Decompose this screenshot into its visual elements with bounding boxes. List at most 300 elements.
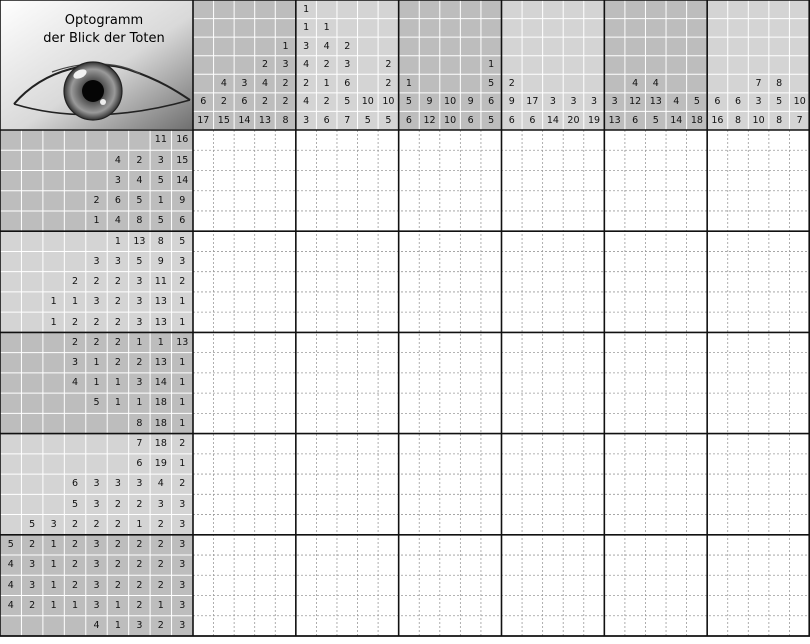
grid-cell[interactable]: [193, 170, 214, 190]
grid-cell[interactable]: [584, 575, 605, 595]
grid-cell[interactable]: [728, 332, 749, 352]
grid-cell[interactable]: [625, 535, 646, 555]
grid-cell[interactable]: [275, 191, 296, 211]
grid-cell[interactable]: [255, 535, 276, 555]
grid-cell[interactable]: [543, 353, 564, 373]
grid-cell[interactable]: [214, 191, 235, 211]
grid-cell[interactable]: [193, 211, 214, 231]
grid-cell[interactable]: [645, 191, 666, 211]
grid-cell[interactable]: [358, 373, 379, 393]
grid-cell[interactable]: [193, 251, 214, 271]
grid-cell[interactable]: [358, 596, 379, 616]
grid-cell[interactable]: [707, 535, 728, 555]
grid-cell[interactable]: [563, 494, 584, 514]
grid-cell[interactable]: [296, 272, 317, 292]
grid-cell[interactable]: [563, 575, 584, 595]
grid-cell[interactable]: [769, 211, 790, 231]
grid-cell[interactable]: [481, 332, 502, 352]
grid-cell[interactable]: [214, 535, 235, 555]
grid-cell[interactable]: [563, 454, 584, 474]
grid-cell[interactable]: [522, 130, 543, 150]
grid-cell[interactable]: [687, 474, 708, 494]
grid-cell[interactable]: [707, 474, 728, 494]
grid-cell[interactable]: [666, 393, 687, 413]
grid-cell[interactable]: [687, 434, 708, 454]
grid-cell[interactable]: [789, 231, 810, 251]
grid-cell[interactable]: [728, 251, 749, 271]
grid-cell[interactable]: [378, 251, 399, 271]
grid-cell[interactable]: [275, 413, 296, 433]
grid-cell[interactable]: [666, 191, 687, 211]
grid-cell[interactable]: [687, 231, 708, 251]
grid-cell[interactable]: [378, 413, 399, 433]
grid-cell[interactable]: [440, 454, 461, 474]
grid-cell[interactable]: [789, 251, 810, 271]
grid-cell[interactable]: [789, 596, 810, 616]
grid-cell[interactable]: [378, 373, 399, 393]
grid-cell[interactable]: [502, 191, 523, 211]
grid-cell[interactable]: [255, 130, 276, 150]
grid-cell[interactable]: [625, 150, 646, 170]
grid-cell[interactable]: [419, 130, 440, 150]
grid-cell[interactable]: [419, 353, 440, 373]
grid-cell[interactable]: [481, 353, 502, 373]
grid-cell[interactable]: [337, 454, 358, 474]
grid-cell[interactable]: [378, 494, 399, 514]
grid-cell[interactable]: [666, 272, 687, 292]
grid-cell[interactable]: [748, 272, 769, 292]
grid-cell[interactable]: [584, 373, 605, 393]
grid-cell[interactable]: [214, 413, 235, 433]
grid-cell[interactable]: [666, 211, 687, 231]
grid-cell[interactable]: [563, 434, 584, 454]
grid-cell[interactable]: [460, 170, 481, 190]
grid-cell[interactable]: [789, 555, 810, 575]
grid-cell[interactable]: [460, 616, 481, 636]
grid-cell[interactable]: [645, 312, 666, 332]
grid-cell[interactable]: [769, 170, 790, 190]
grid-cell[interactable]: [584, 535, 605, 555]
grid-cell[interactable]: [789, 150, 810, 170]
grid-cell[interactable]: [337, 393, 358, 413]
grid-cell[interactable]: [748, 292, 769, 312]
grid-cell[interactable]: [275, 231, 296, 251]
grid-cell[interactable]: [645, 474, 666, 494]
grid-cell[interactable]: [563, 353, 584, 373]
grid-cell[interactable]: [234, 332, 255, 352]
grid-cell[interactable]: [193, 231, 214, 251]
grid-cell[interactable]: [255, 272, 276, 292]
grid-cell[interactable]: [481, 312, 502, 332]
grid-cell[interactable]: [543, 231, 564, 251]
grid-cell[interactable]: [707, 413, 728, 433]
grid-cell[interactable]: [543, 596, 564, 616]
grid-cell[interactable]: [728, 150, 749, 170]
grid-cell[interactable]: [728, 575, 749, 595]
grid-cell[interactable]: [789, 434, 810, 454]
grid-cell[interactable]: [666, 494, 687, 514]
grid-cell[interactable]: [687, 616, 708, 636]
grid-cell[interactable]: [481, 474, 502, 494]
grid-cell[interactable]: [296, 515, 317, 535]
grid-cell[interactable]: [748, 251, 769, 271]
grid-cell[interactable]: [584, 393, 605, 413]
grid-cell[interactable]: [789, 413, 810, 433]
grid-cell[interactable]: [275, 535, 296, 555]
grid-cell[interactable]: [399, 515, 420, 535]
grid-cell[interactable]: [748, 515, 769, 535]
grid-cell[interactable]: [419, 211, 440, 231]
grid-cell[interactable]: [378, 150, 399, 170]
grid-cell[interactable]: [481, 494, 502, 514]
grid-cell[interactable]: [214, 292, 235, 312]
grid-cell[interactable]: [769, 454, 790, 474]
grid-cell[interactable]: [522, 353, 543, 373]
grid-cell[interactable]: [460, 373, 481, 393]
grid-cell[interactable]: [543, 413, 564, 433]
grid-cell[interactable]: [316, 434, 337, 454]
grid-cell[interactable]: [748, 596, 769, 616]
grid-cell[interactable]: [275, 251, 296, 271]
grid-cell[interactable]: [193, 150, 214, 170]
grid-cell[interactable]: [399, 332, 420, 352]
grid-cell[interactable]: [666, 332, 687, 352]
grid-cell[interactable]: [707, 454, 728, 474]
grid-cell[interactable]: [316, 616, 337, 636]
grid-cell[interactable]: [316, 130, 337, 150]
grid-cell[interactable]: [769, 353, 790, 373]
grid-cell[interactable]: [769, 251, 790, 271]
grid-cell[interactable]: [707, 251, 728, 271]
grid-cell[interactable]: [440, 150, 461, 170]
grid-cell[interactable]: [687, 292, 708, 312]
grid-cell[interactable]: [378, 292, 399, 312]
grid-cell[interactable]: [666, 555, 687, 575]
grid-cell[interactable]: [625, 292, 646, 312]
grid-cell[interactable]: [255, 454, 276, 474]
grid-cell[interactable]: [502, 312, 523, 332]
grid-cell[interactable]: [296, 231, 317, 251]
grid-cell[interactable]: [214, 170, 235, 190]
grid-cell[interactable]: [728, 535, 749, 555]
grid-cell[interactable]: [687, 393, 708, 413]
grid-cell[interactable]: [337, 170, 358, 190]
grid-cell[interactable]: [234, 575, 255, 595]
grid-cell[interactable]: [522, 596, 543, 616]
grid-cell[interactable]: [481, 535, 502, 555]
grid-cell[interactable]: [460, 251, 481, 271]
grid-cell[interactable]: [358, 312, 379, 332]
grid-cell[interactable]: [543, 575, 564, 595]
grid-cell[interactable]: [543, 272, 564, 292]
grid-cell[interactable]: [769, 130, 790, 150]
grid-cell[interactable]: [666, 616, 687, 636]
grid-cell[interactable]: [296, 393, 317, 413]
grid-cell[interactable]: [234, 312, 255, 332]
grid-cell[interactable]: [460, 393, 481, 413]
grid-cell[interactable]: [234, 150, 255, 170]
grid-cell[interactable]: [707, 515, 728, 535]
grid-cell[interactable]: [358, 474, 379, 494]
grid-cell[interactable]: [584, 231, 605, 251]
grid-cell[interactable]: [460, 191, 481, 211]
grid-cell[interactable]: [193, 596, 214, 616]
grid-cell[interactable]: [460, 494, 481, 514]
grid-cell[interactable]: [604, 150, 625, 170]
grid-cell[interactable]: [728, 596, 749, 616]
grid-cell[interactable]: [543, 191, 564, 211]
grid-cell[interactable]: [296, 211, 317, 231]
grid-cell[interactable]: [748, 353, 769, 373]
grid-cell[interactable]: [234, 474, 255, 494]
grid-cell[interactable]: [378, 454, 399, 474]
grid-cell[interactable]: [214, 474, 235, 494]
grid-cell[interactable]: [399, 596, 420, 616]
grid-cell[interactable]: [255, 434, 276, 454]
grid-cell[interactable]: [707, 332, 728, 352]
grid-cell[interactable]: [625, 272, 646, 292]
grid-cell[interactable]: [337, 353, 358, 373]
grid-cell[interactable]: [543, 555, 564, 575]
grid-cell[interactable]: [419, 231, 440, 251]
grid-cell[interactable]: [748, 474, 769, 494]
grid-cell[interactable]: [789, 130, 810, 150]
grid-cell[interactable]: [563, 211, 584, 231]
grid-cell[interactable]: [769, 231, 790, 251]
grid-cell[interactable]: [748, 312, 769, 332]
grid-cell[interactable]: [481, 454, 502, 474]
grid-cell[interactable]: [604, 231, 625, 251]
grid-cell[interactable]: [502, 413, 523, 433]
grid-cell[interactable]: [707, 130, 728, 150]
grid-cell[interactable]: [481, 515, 502, 535]
grid-cell[interactable]: [625, 393, 646, 413]
grid-cell[interactable]: [234, 596, 255, 616]
grid-cell[interactable]: [502, 251, 523, 271]
grid-cell[interactable]: [789, 393, 810, 413]
grid-cell[interactable]: [604, 393, 625, 413]
grid-cell[interactable]: [604, 272, 625, 292]
grid-cell[interactable]: [316, 353, 337, 373]
grid-cell[interactable]: [645, 373, 666, 393]
grid-cell[interactable]: [275, 373, 296, 393]
grid-cell[interactable]: [358, 494, 379, 514]
grid-cell[interactable]: [502, 494, 523, 514]
grid-cell[interactable]: [789, 312, 810, 332]
grid-cell[interactable]: [193, 332, 214, 352]
grid-cell[interactable]: [378, 353, 399, 373]
grid-cell[interactable]: [687, 494, 708, 514]
grid-cell[interactable]: [275, 272, 296, 292]
grid-cell[interactable]: [543, 292, 564, 312]
grid-cell[interactable]: [440, 211, 461, 231]
grid-cell[interactable]: [604, 312, 625, 332]
grid-cell[interactable]: [522, 231, 543, 251]
grid-cell[interactable]: [440, 191, 461, 211]
grid-cell[interactable]: [234, 251, 255, 271]
grid-cell[interactable]: [234, 130, 255, 150]
grid-cell[interactable]: [378, 535, 399, 555]
grid-cell[interactable]: [337, 312, 358, 332]
grid-cell[interactable]: [563, 191, 584, 211]
grid-cell[interactable]: [337, 191, 358, 211]
grid-cell[interactable]: [707, 211, 728, 231]
grid-cell[interactable]: [460, 535, 481, 555]
grid-cell[interactable]: [563, 170, 584, 190]
grid-cell[interactable]: [584, 413, 605, 433]
grid-cell[interactable]: [625, 434, 646, 454]
grid-cell[interactable]: [645, 596, 666, 616]
grid-cell[interactable]: [707, 596, 728, 616]
grid-cell[interactable]: [543, 251, 564, 271]
grid-cell[interactable]: [625, 575, 646, 595]
grid-cell[interactable]: [316, 332, 337, 352]
grid-cell[interactable]: [481, 130, 502, 150]
grid-cell[interactable]: [378, 170, 399, 190]
grid-cell[interactable]: [769, 150, 790, 170]
grid-cell[interactable]: [769, 373, 790, 393]
grid-cell[interactable]: [687, 130, 708, 150]
grid-cell[interactable]: [748, 170, 769, 190]
grid-cell[interactable]: [769, 474, 790, 494]
grid-cell[interactable]: [399, 130, 420, 150]
grid-cell[interactable]: [584, 211, 605, 231]
grid-cell[interactable]: [522, 454, 543, 474]
grid-cell[interactable]: [625, 231, 646, 251]
grid-cell[interactable]: [399, 454, 420, 474]
grid-cell[interactable]: [440, 515, 461, 535]
grid-cell[interactable]: [728, 616, 749, 636]
grid-cell[interactable]: [502, 515, 523, 535]
grid-cell[interactable]: [193, 413, 214, 433]
grid-cell[interactable]: [193, 434, 214, 454]
grid-cell[interactable]: [419, 555, 440, 575]
grid-cell[interactable]: [193, 373, 214, 393]
grid-cell[interactable]: [296, 150, 317, 170]
grid-cell[interactable]: [645, 555, 666, 575]
grid-cell[interactable]: [337, 434, 358, 454]
grid-cell[interactable]: [543, 616, 564, 636]
grid-cell[interactable]: [275, 515, 296, 535]
grid-cell[interactable]: [296, 373, 317, 393]
grid-cell[interactable]: [645, 251, 666, 271]
grid-cell[interactable]: [460, 272, 481, 292]
grid-cell[interactable]: [769, 596, 790, 616]
grid-cell[interactable]: [316, 312, 337, 332]
grid-cell[interactable]: [645, 332, 666, 352]
grid-cell[interactable]: [666, 413, 687, 433]
grid-cell[interactable]: [419, 535, 440, 555]
grid-cell[interactable]: [460, 515, 481, 535]
grid-cell[interactable]: [316, 515, 337, 535]
grid-cell[interactable]: [666, 170, 687, 190]
grid-cell[interactable]: [419, 413, 440, 433]
grid-cell[interactable]: [316, 211, 337, 231]
grid-cell[interactable]: [481, 616, 502, 636]
grid-cell[interactable]: [522, 373, 543, 393]
grid-cell[interactable]: [645, 575, 666, 595]
grid-cell[interactable]: [563, 413, 584, 433]
grid-cell[interactable]: [399, 413, 420, 433]
grid-cell[interactable]: [399, 555, 420, 575]
grid-cell[interactable]: [769, 292, 790, 312]
grid-cell[interactable]: [687, 454, 708, 474]
grid-cell[interactable]: [728, 292, 749, 312]
grid-cell[interactable]: [522, 191, 543, 211]
grid-cell[interactable]: [604, 474, 625, 494]
grid-cell[interactable]: [399, 474, 420, 494]
grid-cell[interactable]: [728, 130, 749, 150]
grid-cell[interactable]: [604, 130, 625, 150]
grid-cell[interactable]: [604, 515, 625, 535]
grid-cell[interactable]: [502, 474, 523, 494]
grid-cell[interactable]: [502, 130, 523, 150]
grid-cell[interactable]: [563, 251, 584, 271]
grid-cell[interactable]: [255, 616, 276, 636]
grid-cell[interactable]: [419, 251, 440, 271]
grid-cell[interactable]: [748, 413, 769, 433]
grid-cell[interactable]: [214, 555, 235, 575]
grid-cell[interactable]: [337, 292, 358, 312]
grid-cell[interactable]: [358, 231, 379, 251]
grid-cell[interactable]: [337, 272, 358, 292]
grid-cell[interactable]: [728, 434, 749, 454]
grid-cell[interactable]: [358, 353, 379, 373]
grid-cell[interactable]: [748, 535, 769, 555]
grid-cell[interactable]: [563, 150, 584, 170]
grid-cell[interactable]: [502, 292, 523, 312]
grid-cell[interactable]: [789, 616, 810, 636]
grid-cell[interactable]: [522, 393, 543, 413]
grid-cell[interactable]: [378, 130, 399, 150]
grid-cell[interactable]: [502, 616, 523, 636]
grid-cell[interactable]: [214, 393, 235, 413]
grid-cell[interactable]: [419, 332, 440, 352]
grid-cell[interactable]: [358, 211, 379, 231]
grid-cell[interactable]: [604, 616, 625, 636]
grid-cell[interactable]: [707, 353, 728, 373]
grid-cell[interactable]: [440, 332, 461, 352]
grid-cell[interactable]: [543, 454, 564, 474]
grid-cell[interactable]: [728, 494, 749, 514]
grid-cell[interactable]: [378, 393, 399, 413]
grid-cell[interactable]: [687, 211, 708, 231]
grid-cell[interactable]: [584, 170, 605, 190]
grid-cell[interactable]: [399, 434, 420, 454]
grid-cell[interactable]: [358, 575, 379, 595]
grid-cell[interactable]: [316, 596, 337, 616]
grid-cell[interactable]: [748, 494, 769, 514]
grid-cell[interactable]: [707, 434, 728, 454]
grid-cell[interactable]: [460, 292, 481, 312]
grid-cell[interactable]: [193, 555, 214, 575]
grid-cell[interactable]: [399, 312, 420, 332]
grid-cell[interactable]: [707, 393, 728, 413]
grid-cell[interactable]: [584, 272, 605, 292]
grid-cell[interactable]: [419, 292, 440, 312]
grid-cell[interactable]: [728, 413, 749, 433]
grid-cell[interactable]: [707, 150, 728, 170]
grid-cell[interactable]: [234, 555, 255, 575]
grid-cell[interactable]: [399, 170, 420, 190]
grid-cell[interactable]: [337, 332, 358, 352]
grid-cell[interactable]: [543, 170, 564, 190]
grid-cell[interactable]: [440, 292, 461, 312]
grid-cell[interactable]: [337, 616, 358, 636]
grid-cell[interactable]: [296, 332, 317, 352]
grid-cell[interactable]: [789, 211, 810, 231]
grid-cell[interactable]: [687, 332, 708, 352]
